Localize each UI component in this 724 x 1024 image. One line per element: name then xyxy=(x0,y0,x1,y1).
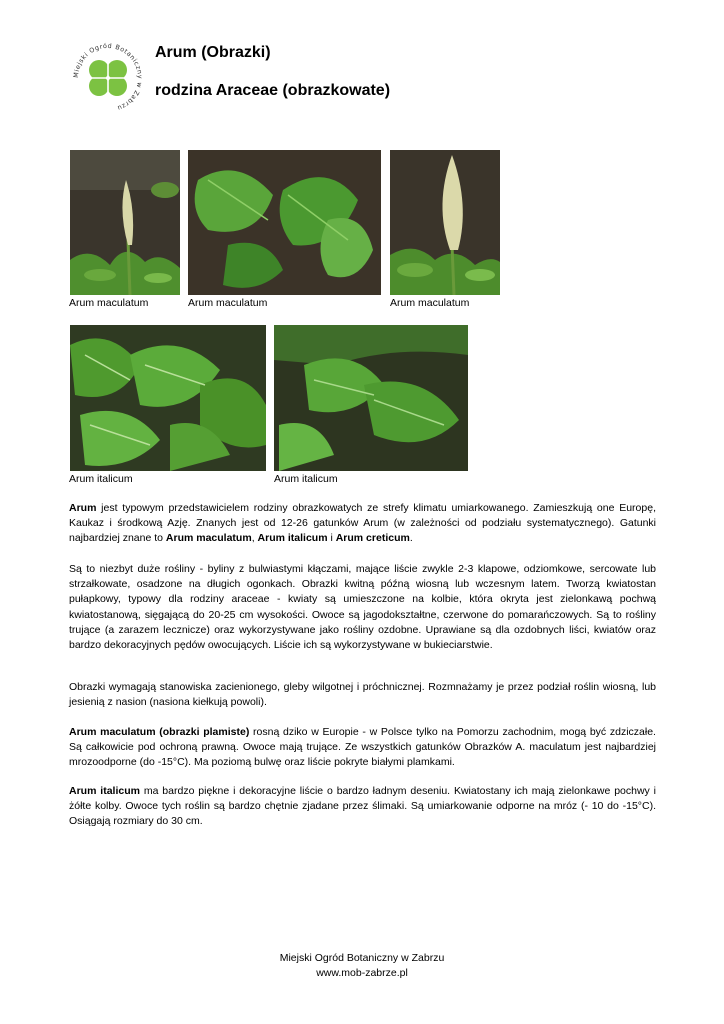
paragraph-description: Są to niezbyt duże rośliny - byliny z bulwiastymi kłączami, mające liście zwykle 2-3 klapowe, odziomkowe, sercowate lub strzałkowate, osadzone na długich ogonkach. Obrazki kwitną późną wiosną lub wczesnym latem. Tworzą kwiatostan pułapkowy, typowy dla rodziny araceae - kwiaty są umieszczone na kolbie, która okryta jest zielonkawą pochwą kwiatostanową, sięgającą do 20-25 cm wysokości. Owoce są jagodokształtne, czerwone do pomarańczowych. Są to rośliny trujące (a zarazem lecznicze) oraz wykorzystywane jako rośliny ozdobne. Uprawiane są dla ozdobnych liści, kwiatów oraz bardzo dekoracyjnych pędów owocujących. Liście ich są wykorzystywane w bukieciarstwie. xyxy=(69,563,656,652)
botanical-garden-logo xyxy=(70,40,146,116)
footer-website: www.mob-zabrze.pl xyxy=(316,967,408,979)
photo-arum-maculatum-1 xyxy=(70,150,180,295)
svg-text:Miejski Ogród Botaniczny w Zab: Miejski Ogród Botaniczny w Zabrzu xyxy=(71,41,145,113)
paragraph-arum-italicum: Arum italicum ma bardzo piękne i dekoracyjne liście o bardzo ładnym deseniu. Kwiatostany ich mają zielonkawe pochwy i żółte kolby. Owoce tych roślin są bardzo chętnie zjadane przez ślimaki. Są umiarkowanie odporne na mróz (- 10 do -15°C). Osiągają rozmiary do 30 cm. xyxy=(69,785,656,828)
photo-arum-italicum-1 xyxy=(70,325,266,471)
paragraph-intro: Arum jest typowym przedstawicielem rodziny obrazkowatych ze strefy klimatu umiarkowanego. Zamieszkują one Europę, Kaukaz i środkową Azję. Znanych jest od 12-26 gatunków Arum (w zależności od podziału systematycznego). Gatunki najbardziej znane to Arum maculatum, Arum italicum i Arum creticum. xyxy=(69,502,656,545)
page-subtitle: rodzina Araceae (obrazkowate) xyxy=(155,82,391,99)
caption-photo-3: Arum maculatum xyxy=(390,297,470,309)
photo-arum-maculatum-2 xyxy=(188,150,381,295)
paragraph-arum-maculatum: Arum maculatum (obrazki plamiste) rosną dziko w Europie - w Polsce tylko na Pomorzu zachodnim, mogą być zdziczałe. Są całkowicie pod ochroną prawną. Owoce mają trujące. Ze wszystkich gatunków Obrazków A. maculatum jest najbardziej mrozoodporne (do -15°C). Ma poziomą bulwę oraz liście pokryte białymi plamkami. xyxy=(69,726,656,769)
footer-organization: Miejski Ogród Botaniczny w Zabrzu xyxy=(279,952,445,964)
page-title: Arum (Obrazki) xyxy=(155,44,271,61)
caption-photo-5: Arum italicum xyxy=(274,473,338,485)
caption-photo-4: Arum italicum xyxy=(69,473,133,485)
caption-photo-1: Arum maculatum xyxy=(69,297,149,309)
clover-logo-icon xyxy=(70,40,146,116)
photo-arum-maculatum-3 xyxy=(390,150,500,295)
caption-photo-2: Arum maculatum xyxy=(188,297,268,309)
photo-arum-italicum-2 xyxy=(274,325,468,471)
paragraph-cultivation: Obrazki wymagają stanowiska zacienionego, gleby wilgotnej i próchnicznej. Rozmnażamy je przez podział roślin wiosną, lub jesienią z nasion (nasiona kiełkują powoli). xyxy=(69,681,656,709)
